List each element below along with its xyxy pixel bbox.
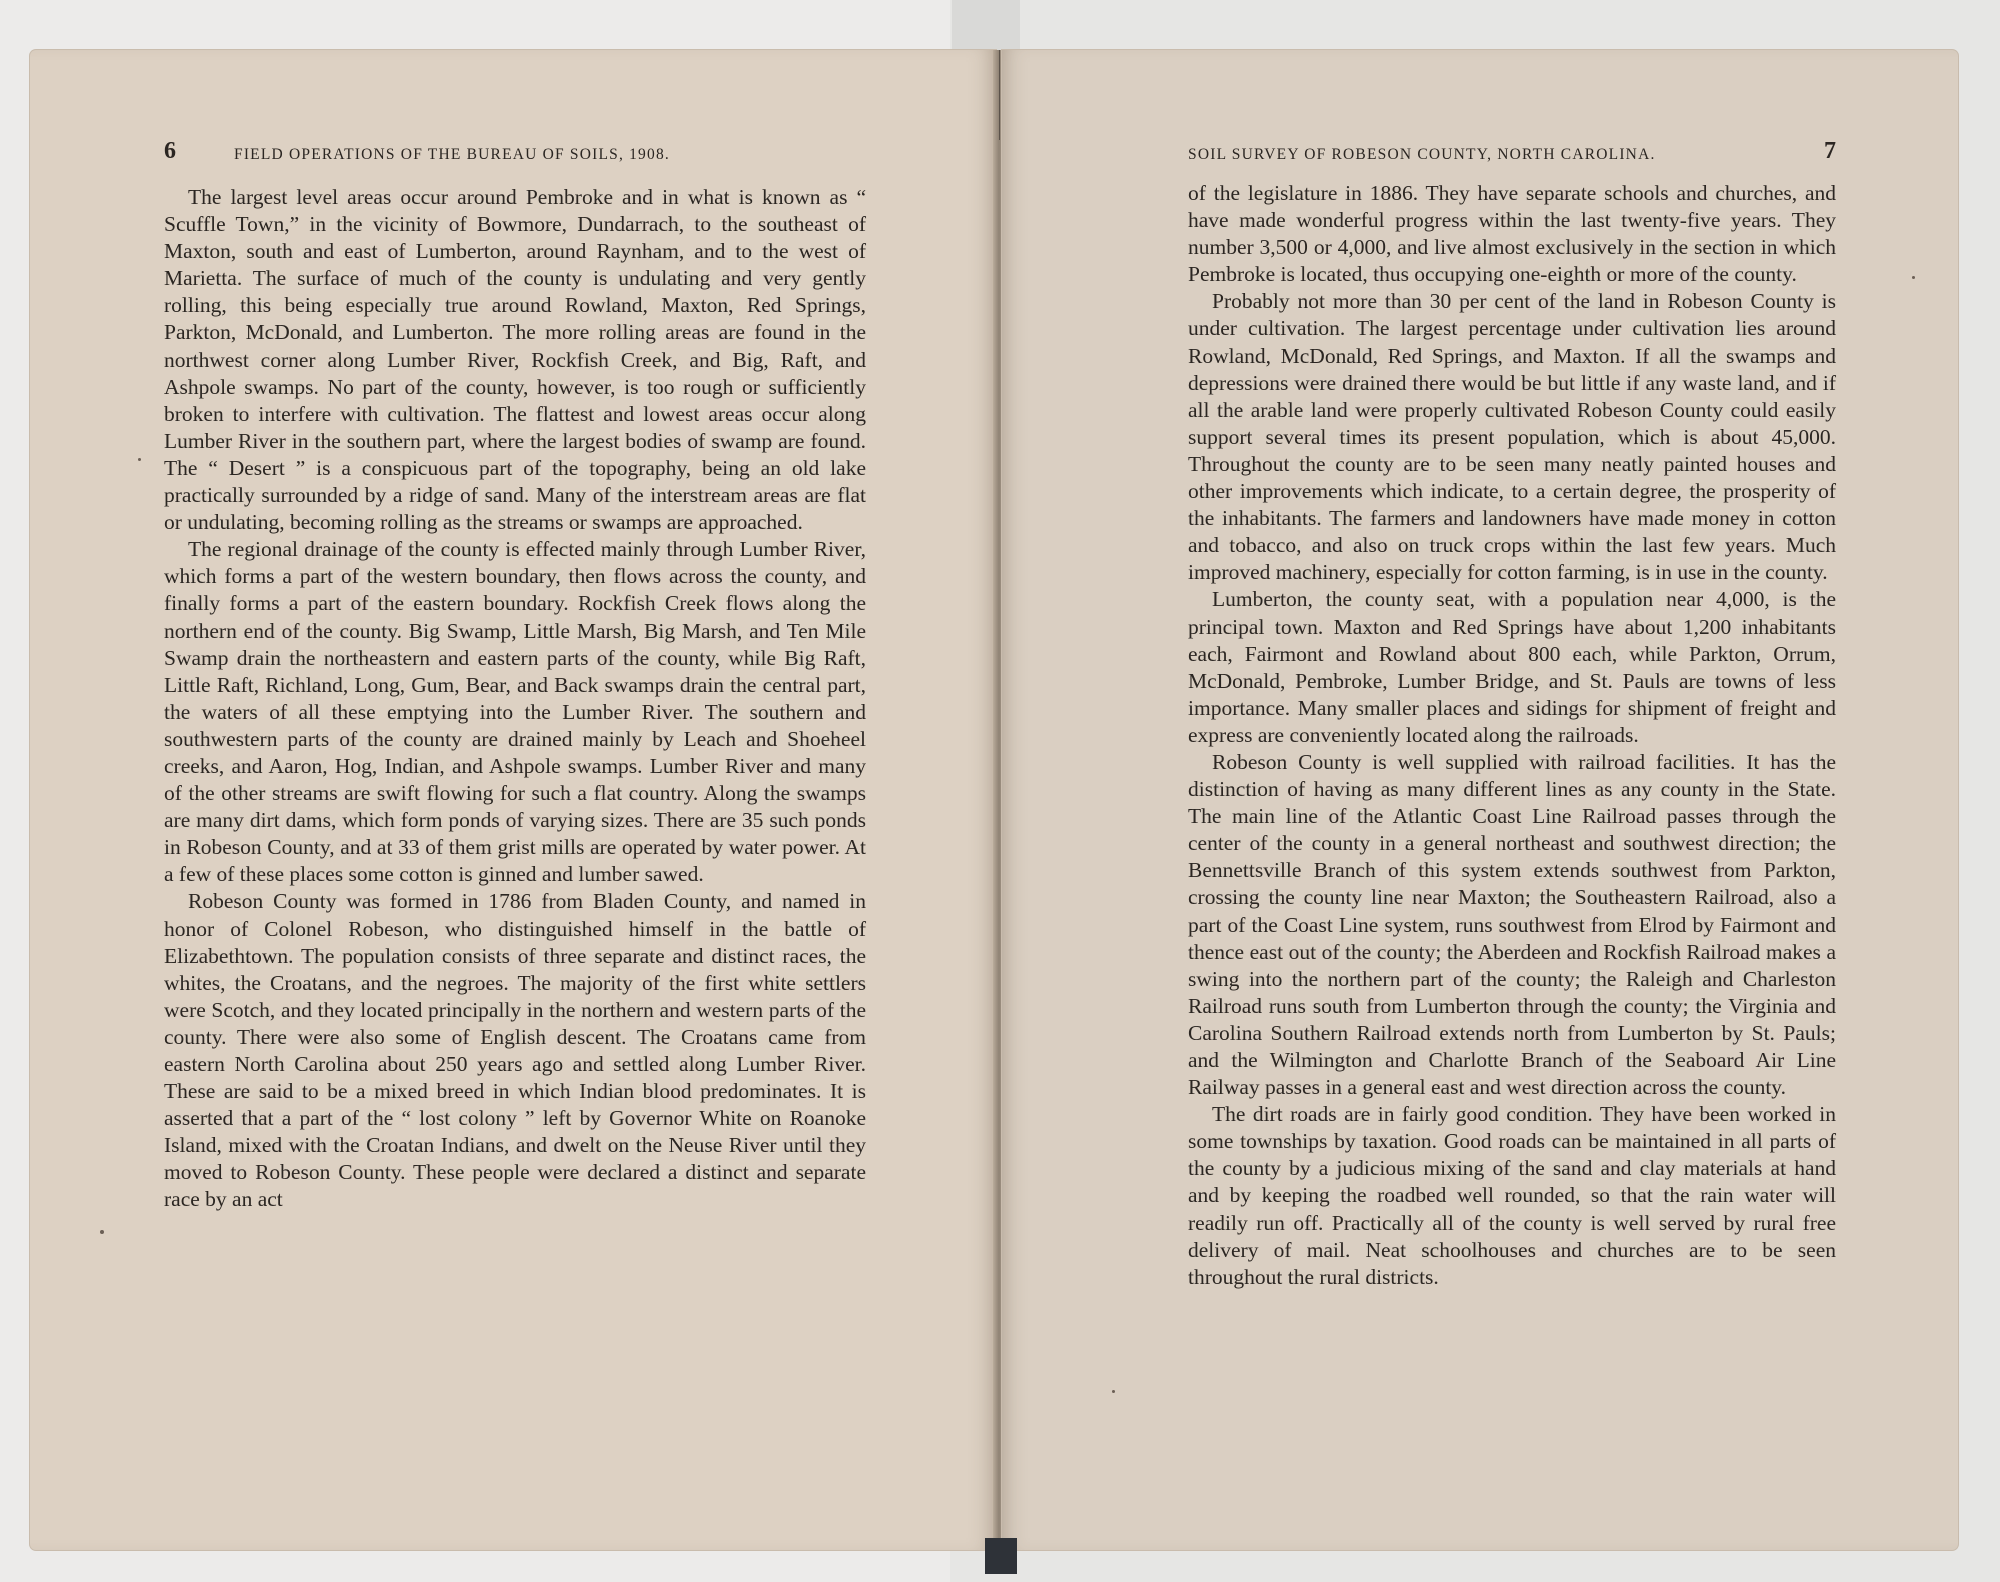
right-continuation: of the legislature in 1886. They have separate schools and churches, and have made wonderful progress within the last twenty-five years. They number 3,500 or 4,000, and live almost exclusively in the section in which Pembroke is located, thus occupying one-eighth or more of the county.	[1188, 181, 1836, 287]
left-page	[30, 50, 996, 1550]
left-running-title: FIELD OPERATIONS OF THE BUREAU OF SOILS, 1908.	[234, 146, 670, 163]
right-paragraph-1: Probably not more than 30 per cent of the land in Robeson County is under cultivation. The largest percentage under cultivation lies around Rowland, McDonald, Red Springs, and Maxton. If all the swamps and depressions were drained there would be but little if any waste land, and if all the arable land were properly cultivated Robeson County could easily support several times its present population, which is about 45,000. Throughout the county are to be seen many neatly painted houses and other improvements which indicate, to a certain degree, the prosperity of the inhabitants. The farmers and landowners have made money in cotton and tobacco, and also on truck crops within the last few years. Much improved machinery, especially for cotton farming, is in use in the county.	[1188, 289, 1836, 585]
binding-strip	[985, 1538, 1017, 1574]
left-page-number: 6	[164, 138, 176, 164]
left-paragraph-2: The regional drainage of the county is effected mainly through Lumber River, which forms a part of the western boundary, then flows across the county, and finally forms a part of the eastern boundary. Rockfish Creek flows along the northern end of the county. Big Swamp, Little Marsh, Big Marsh, and Ten Mile Swamp drain the northeastern and eastern parts of the county, while Big Raft, Little Raft, Richland, Long, Gum, Bear, and Back swamps drain the central part, the waters of all these emptying into the Lumber River. The southern and southwestern parts of the county are drained mainly by Leach and Shoeheel creeks, and Aaron, Hog, Indian, and Ashpole swamps. Lumber River and many of the other streams are swift flowing for such a flat country. Along the swamps are many dirt dams, which form ponds of varying sizes. There are 35 such ponds in Robeson County, and at 33 of them grist mills are operated by water power. At a few of these places some cotton is ginned and lumber sawed.	[164, 537, 866, 887]
left-paragraph-3: Robeson County was formed in 1786 from Bladen County, and named in honor of Colonel Robeson, who distinguished himself in the battle of Elizabethtown. The population consists of three separate and distinct races, the whites, the Croatans, and the negroes. The majority of the first white settlers were Scotch, and they located principally in the northern and western parts of the county. There were also some of English descent. The Croatans came from eastern North Carolina about 250 years ago and settled along Lumber River. These are said to be a mixed breed in which Indian blood predominates. It is asserted that a part of the “ lost colony ” left by Governor White on Roanoke Island, mixed with the Croatan Indians, and dwelt on the Neuse River until they moved to Robeson County. These people were declared a distinct and separate race by an act	[164, 889, 866, 1212]
left-paragraph-1: The largest level areas occur around Pembroke and in what is known as “ Scuffle Town,” in the vicinity of Bowmore, Dundarrach, to the southeast of Maxton, south and east of Lumberton, around Raynham, and to the west of Marietta. The surface of much of the county is undulating and very gently rolling, this being especially true around Rowland, Maxton, Red Springs, Parkton, McDonald, and Lumberton. The more rolling areas are found in the northwest corner along Lumber River, Rockfish Creek, and Big, Raft, and Ashpole swamps. No part of the county, however, is too rough or sufficiently broken to interfere with cultivation. The flattest and lowest areas occur along Lumber River in the southern part, where the largest bodies of swamp are found. The “ Desert ” is a conspicuous part of the topography, being an old lake practically surrounded by a ridge of sand. Many of the interstream areas are flat or undulating, becoming rolling as the streams or swamps are approached.	[164, 185, 866, 535]
right-paragraph-2: Lumberton, the county seat, with a population near 4,000, is the principal town. Maxton and Red Springs have about 1,200 inhabitants each, Fairmont and Rowland about 800 each, while Parkton, Orrum, McDonald, Pembroke, Lumber Bridge, and St. Pauls are towns of less importance. Many smaller places and sidings for shipment of freight and express are conveniently located along the railroads.	[1188, 587, 1836, 747]
speck	[1112, 1390, 1115, 1393]
right-paragraph-4: The dirt roads are in fairly good condition. They have been worked in some townships by taxation. Good roads can be maintained in all parts of the county by a judicious mixing of the sand and clay materials at hand and by keeping the roadbed well rounded, so that the rain water will readily run off. Practically all of the county is well served by rural free delivery of mail. Neat schoolhouses and churches are to be seen throughout the rural districts.	[1188, 1102, 1836, 1289]
gutter-crease	[999, 50, 1000, 140]
left-running-head	[164, 138, 824, 172]
right-running-title: SOIL SURVEY OF ROBESON COUNTY, NORTH CAROLINA.	[1188, 146, 1656, 163]
right-page	[1002, 50, 1958, 1550]
right-paragraph-3: Robeson County is well supplied with railroad facilities. It has the distinction of having as many different lines as any county in the State. The main line of the Atlantic Coast Line Railroad passes through the center of the county in a general northeast and southwest direction; the Bennettsville Branch of this system extends southwest from Parkton, crossing the county line near Maxton; the Southeastern Railroad, also a part of the Coast Line system, runs southwest from Elrod by Fairmont and thence east out of the county; the Aberdeen and Rockfish Railroad makes a swing into the northern part of the county; the Raleigh and Charleston Railroad runs south from Lumberton through the county; the Virginia and Carolina Southern Railroad extends north from Lumberton by St. Pauls; and the Wilmington and Charlotte Branch of the Seaboard Air Line Railway passes in a general east and west direction across the county.	[1188, 749, 1836, 1100]
speck	[100, 1230, 104, 1234]
open-book	[30, 50, 1958, 1550]
speck	[138, 458, 141, 461]
speck	[1912, 276, 1915, 279]
right-page-number: 7	[1824, 138, 1836, 164]
left-body-text	[164, 184, 866, 1214]
right-running-head	[1188, 138, 1836, 172]
right-body-text	[1188, 180, 1836, 1291]
